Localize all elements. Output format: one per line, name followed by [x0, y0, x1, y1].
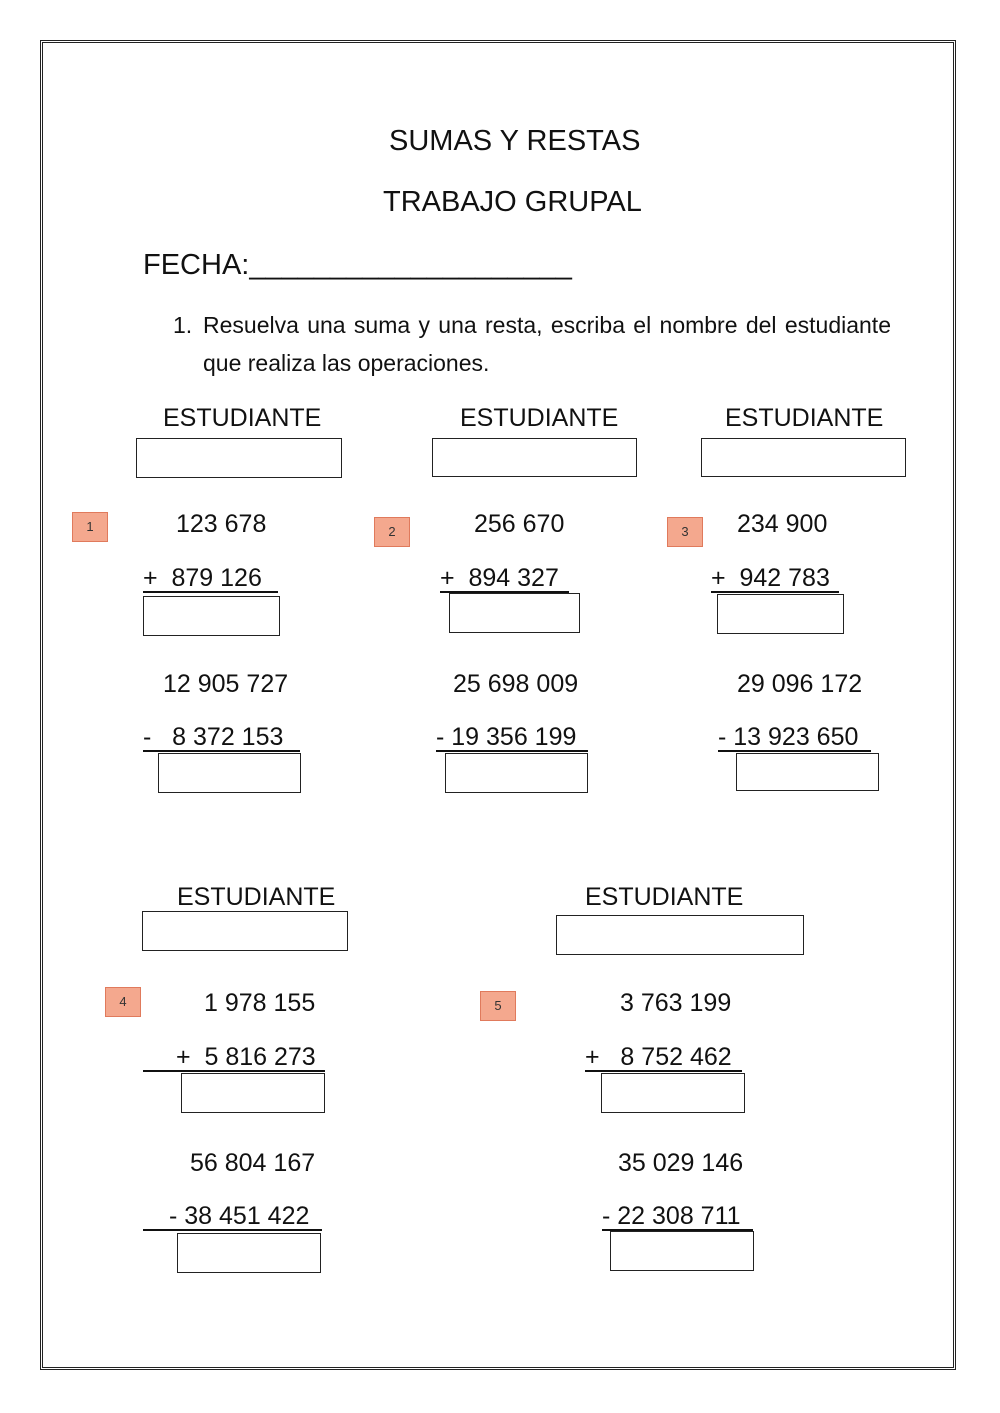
student-name-box[interactable]: [701, 438, 906, 477]
subtrahend: - 19 356 199: [436, 723, 577, 751]
addend-1: 256 670: [474, 510, 565, 538]
sum-line: [711, 591, 839, 593]
addend-2: + 894 327: [440, 564, 559, 592]
addend-1: 1 978 155: [204, 989, 316, 1017]
sum-line: [143, 591, 278, 593]
instruction-number: 1.: [173, 312, 193, 338]
sum-answer-box[interactable]: [143, 596, 280, 636]
difference-line: [436, 750, 588, 752]
student-name-box[interactable]: [556, 915, 804, 955]
addend-2: + 8 752 462: [585, 1043, 732, 1071]
difference-answer-box[interactable]: [177, 1233, 321, 1273]
addend-2: + 879 126: [143, 564, 262, 592]
group-badge: 5: [480, 991, 516, 1021]
sum-answer-box[interactable]: [601, 1073, 745, 1113]
worksheet-subtitle: TRABAJO GRUPAL: [383, 186, 642, 218]
minuend: 12 905 727: [163, 670, 289, 698]
subtrahend: - 13 923 650: [718, 723, 859, 751]
addend-1: 3 763 199: [620, 989, 732, 1017]
student-label: ESTUDIANTE: [177, 883, 336, 911]
minuend: 56 804 167: [190, 1149, 316, 1177]
addend-1: 123 678: [176, 510, 267, 538]
student-label: ESTUDIANTE: [585, 883, 744, 911]
subtrahend: - 22 308 711: [602, 1202, 741, 1230]
sum-line: [143, 1070, 325, 1072]
difference-answer-box[interactable]: [158, 753, 301, 793]
difference-answer-box[interactable]: [610, 1231, 754, 1271]
sum-answer-box[interactable]: [181, 1073, 325, 1113]
group-badge: 2: [374, 517, 410, 547]
instruction-text: Resuelva una suma y una resta, escriba el nombre del estudiante que realiza las operaciones.: [203, 312, 891, 376]
date-label: FECHA:____________________: [143, 249, 572, 281]
minuend: 29 096 172: [737, 670, 863, 698]
group-badge: 3: [667, 517, 703, 547]
group-badge: 4: [105, 987, 141, 1017]
sum-answer-box[interactable]: [717, 594, 844, 634]
sum-line: [585, 1070, 742, 1072]
group-badge: 1: [72, 512, 108, 542]
addend-2: + 5 816 273: [176, 1043, 316, 1071]
difference-answer-box[interactable]: [736, 753, 879, 791]
student-label: ESTUDIANTE: [725, 404, 884, 432]
addend-1: 234 900: [737, 510, 828, 538]
difference-line: [143, 1229, 322, 1231]
worksheet-title: SUMAS Y RESTAS: [389, 125, 641, 157]
page-border-inner: [42, 42, 954, 1368]
student-name-box[interactable]: [142, 911, 348, 951]
subtrahend: - 8 372 153: [143, 723, 284, 751]
addend-2: + 942 783: [711, 564, 830, 592]
sum-answer-box[interactable]: [449, 593, 580, 633]
difference-line: [718, 750, 871, 752]
subtrahend: - 38 451 422: [169, 1202, 310, 1230]
difference-line: [143, 750, 300, 752]
minuend: 35 029 146: [618, 1149, 744, 1177]
student-label: ESTUDIANTE: [460, 404, 619, 432]
student-name-box[interactable]: [432, 438, 637, 477]
minuend: 25 698 009: [453, 670, 579, 698]
student-name-box[interactable]: [136, 438, 342, 478]
student-label: ESTUDIANTE: [163, 404, 322, 432]
difference-answer-box[interactable]: [445, 753, 588, 793]
